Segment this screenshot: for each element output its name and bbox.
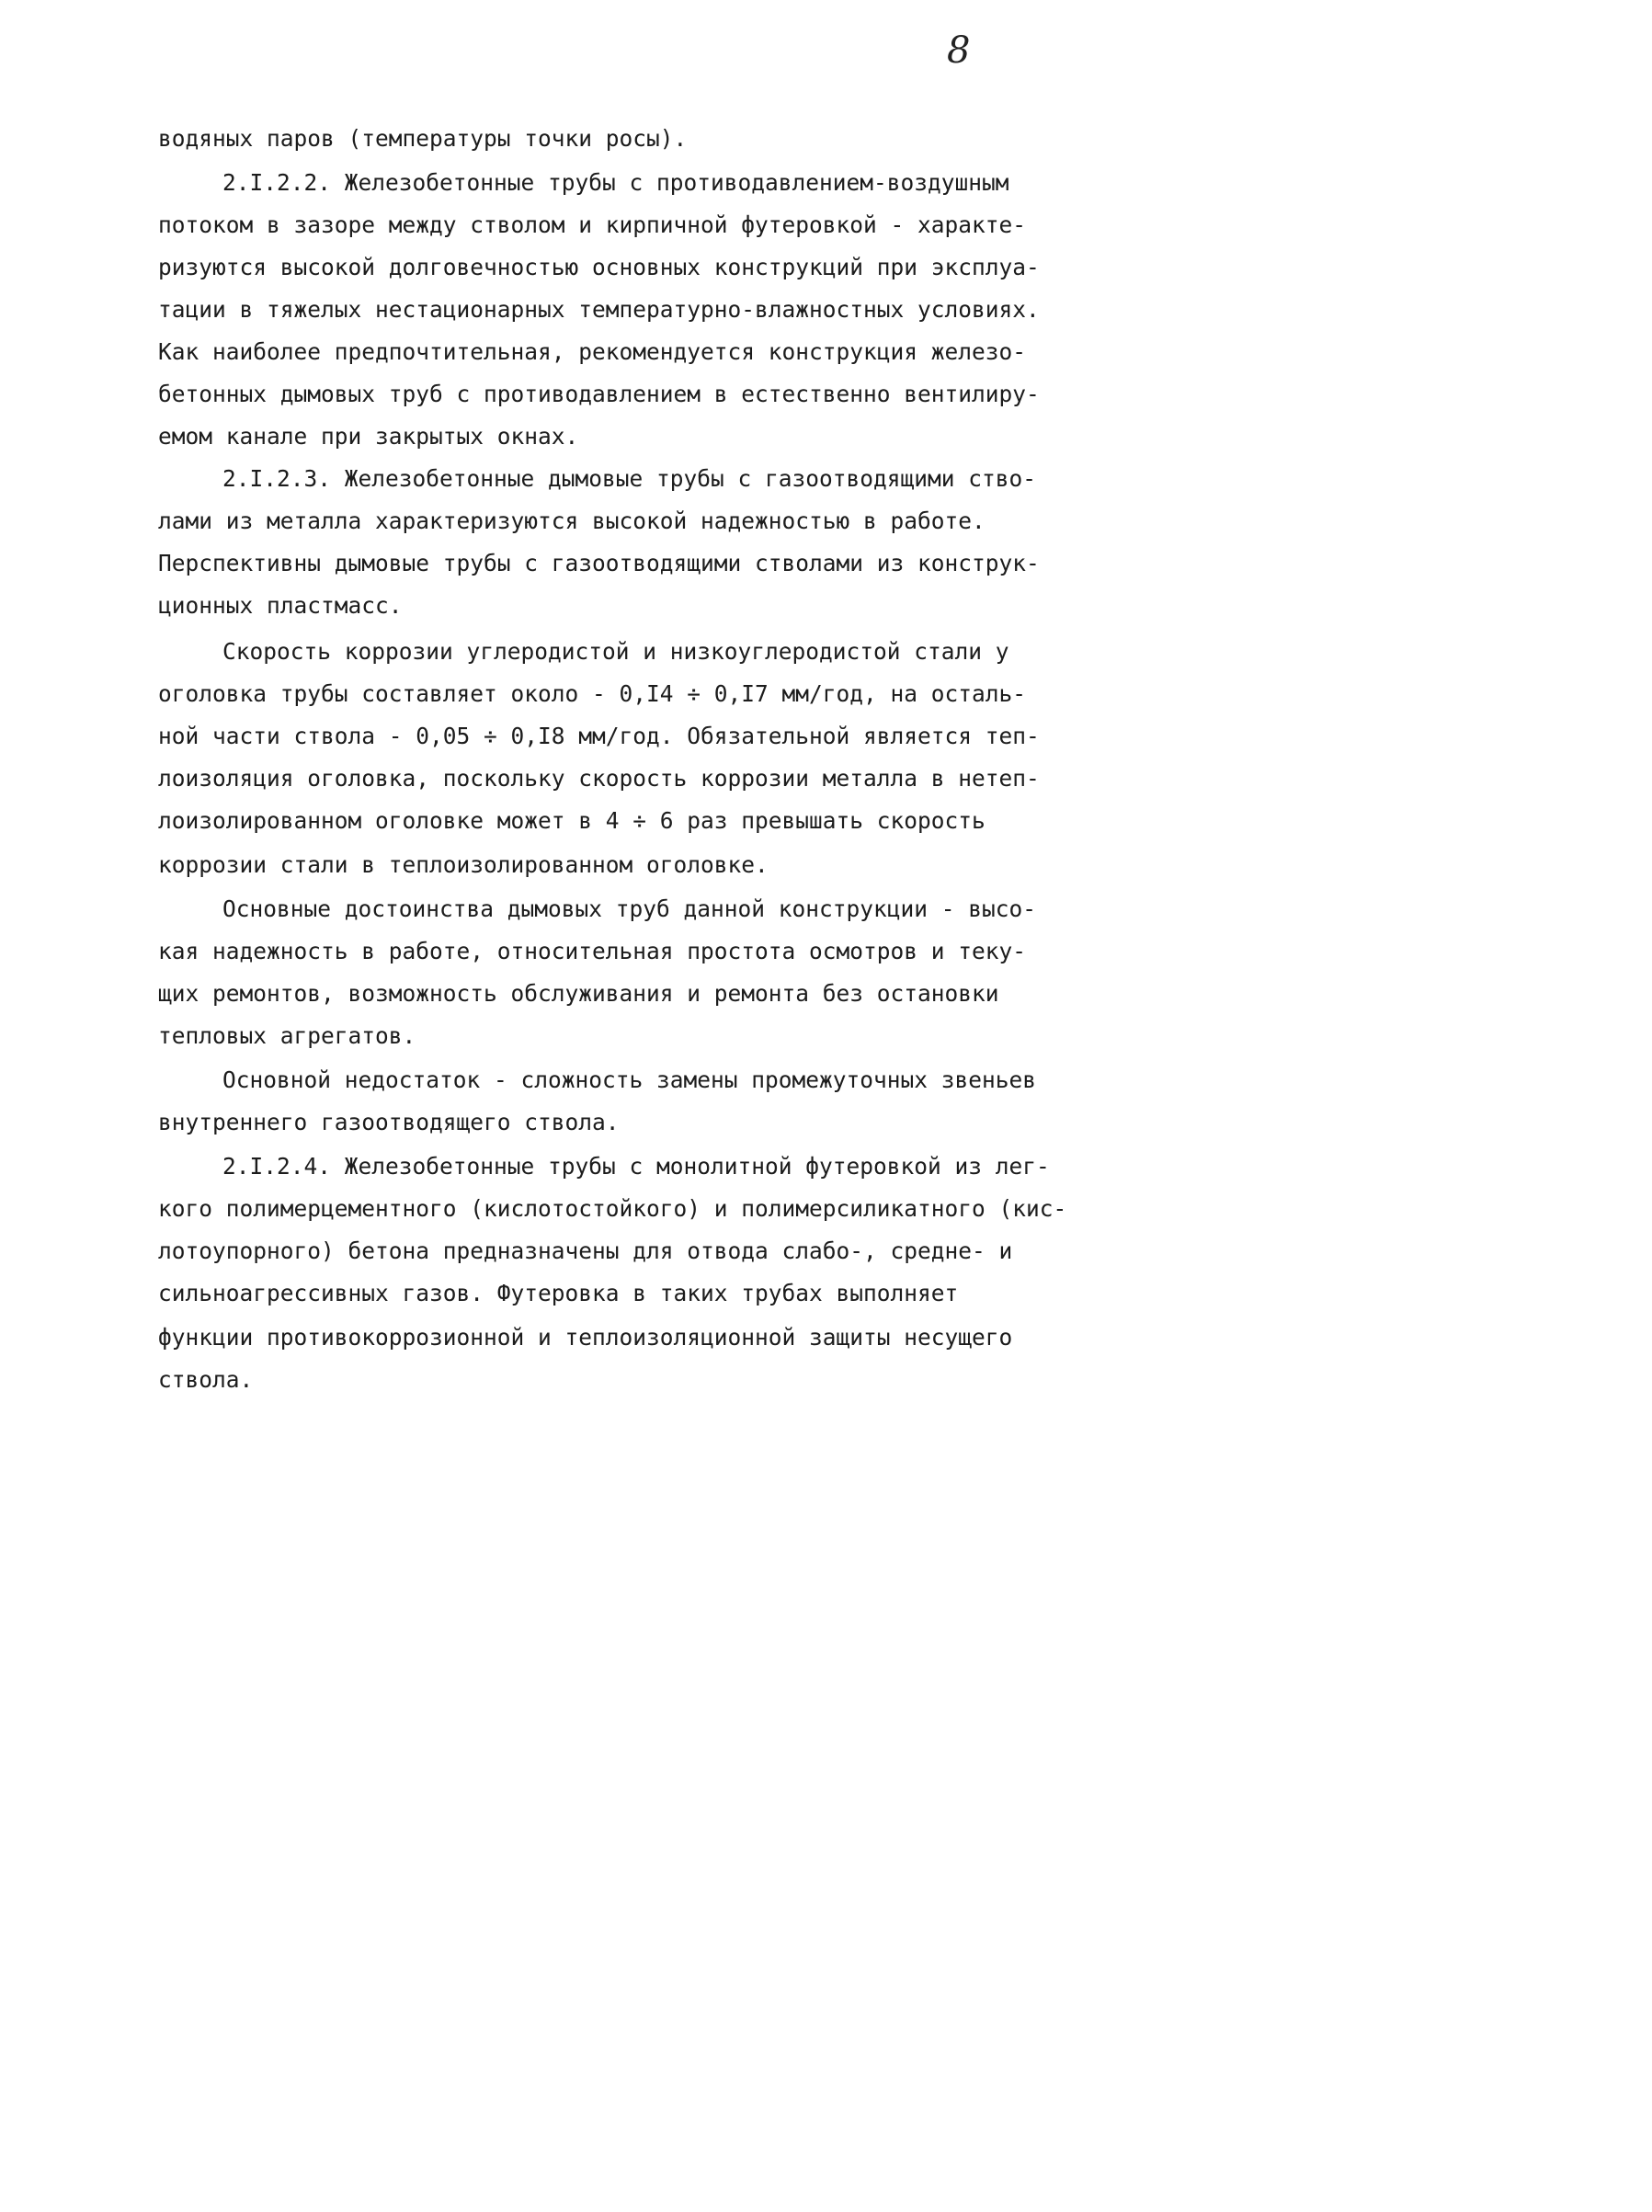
- text-line: кого полимерцементного (кислотостойкого) и полимерсиликатного (кис-: [158, 1195, 1067, 1222]
- text-line: водяных паров (температуры точки росы).: [158, 125, 688, 152]
- paragraph-start-line: 2.I.2.2. Железобетонные трубы с противодавлением-воздушным: [222, 169, 1009, 196]
- text-line: сильноагрессивных газов. Футеровка в таких трубах выполняет: [158, 1280, 959, 1306]
- text-line: внутреннего газоотводящего ствола.: [158, 1109, 620, 1135]
- paragraph-start-line: Скорость коррозии углеродистой и низкоуглеродистой стали у: [222, 638, 1009, 665]
- paragraph-start-line: Основные достоинства дымовых труб данной конструкции - высо-: [222, 895, 1037, 922]
- text-line: ствола.: [158, 1366, 254, 1393]
- text-line: коррозии стали в теплоизолированном оголовке.: [158, 851, 769, 878]
- paragraph-start-line: Основной недостаток - сложность замены промежуточных звеньев: [222, 1066, 1037, 1093]
- text-line: тепловых агрегатов.: [158, 1022, 416, 1049]
- text-line: Перспективны дымовые трубы с газоотводящими стволами из конструк-: [158, 550, 1040, 576]
- document-page: [0, 0, 1070, 1431]
- text-line: лоизоляция оголовка, поскольку скорость коррозии металла в нетеп-: [158, 765, 1040, 792]
- paragraph-start-line: 2.I.2.3. Железобетонные дымовые трубы с газоотводящими ство-: [222, 465, 1037, 492]
- text-line: тации в тяжелых нестационарных температурно-влажностных условиях.: [158, 296, 1040, 323]
- text-line: оголовка трубы составляет около - 0,I4 ÷ 0,I7 мм/год, на осталь-: [158, 680, 1027, 707]
- text-line: потоком в зазоре между стволом и кирпичной футеровкой - характе-: [158, 211, 1027, 238]
- text-line: ционных пластмасс.: [158, 592, 403, 619]
- text-line: щих ремонтов, возможность обслуживания и ремонта без остановки: [158, 980, 999, 1007]
- text-line: кая надежность в работе, относительная простота осмотров и теку-: [158, 938, 1027, 964]
- text-line: лотоупорного) бетона предназначены для отвода слабо-, средне- и: [158, 1237, 1013, 1264]
- text-line: емом канале при закрытых окнах.: [158, 423, 579, 450]
- text-line: лоизолированном оголовке может в 4 ÷ 6 раз превышать скорость: [158, 807, 986, 834]
- text-line: функции противокоррозионной и теплоизоляционной защиты несущего: [158, 1324, 1013, 1351]
- page-number: 8: [947, 29, 971, 72]
- text-line: ной части ствола - 0,05 ÷ 0,I8 мм/год. Обязательной является теп-: [158, 723, 1040, 749]
- text-line: Как наиболее предпочтительная, рекомендуется конструкция железо-: [158, 338, 1027, 365]
- text-line: лами из металла характеризуются высокой надежностью в работе.: [158, 507, 986, 534]
- text-line: ризуются высокой долговечностью основных конструкций при эксплуа-: [158, 254, 1040, 280]
- text-line: бетонных дымовых труб с противодавлением в естественно вентилиру-: [158, 381, 1040, 407]
- paragraph-start-line: 2.I.2.4. Железобетонные трубы с монолитной футеровкой из лег-: [222, 1153, 1050, 1180]
